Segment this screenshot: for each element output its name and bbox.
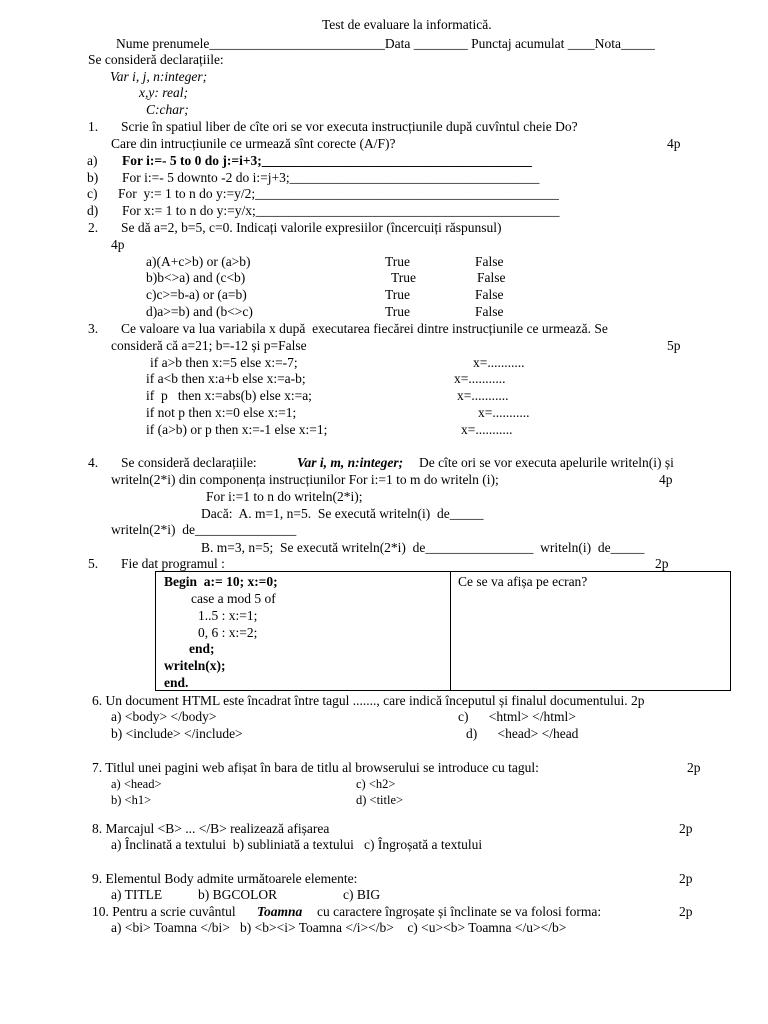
code-line-1: Begin a:= 10; x:=0; (164, 574, 278, 589)
page-title: Test de evaluare la informatică. (322, 17, 492, 32)
q8-options[interactable]: a) Înclinată a textului b) subliniată a textului c) Îngroșată a textului (111, 837, 483, 852)
q3-number: 3. (88, 321, 99, 336)
q2-points: 4p (111, 237, 125, 252)
q4-line6: B. m=3, n=5; Se execută writeln(2*i) de________________ writeln(i) de_____ (201, 540, 645, 555)
q7-option-d[interactable]: d) <title> (356, 793, 404, 807)
q4-line2: writeln(2*i) din componența instrucțiunilor For i:=1 to m do writeln (i); (111, 472, 499, 487)
q7-text: 7. Titlul unei pagini web afișat în bara de titlu al browserului se introduce cu tagul: (92, 760, 539, 775)
q2-true-c[interactable]: True (385, 287, 411, 302)
q2-false-b[interactable]: False (477, 270, 506, 285)
q5-number: 5. (88, 556, 99, 571)
declaration-var: Var i, j, n:integer; (110, 69, 208, 84)
q1-number: 1. (88, 119, 99, 134)
declaration-char: C:char; (146, 102, 189, 117)
q4-line5: writeln(2*i) de_______________ (111, 522, 297, 537)
q2-expr-b: b)b<>a) and (c<b) (146, 270, 246, 285)
code-line-4: 0, 6 : x:=2; (198, 625, 258, 640)
q3-item-1: if a>b then x:=5 else x:=-7; (150, 355, 298, 370)
q6-option-b[interactable]: b) <include> </include> (111, 726, 243, 741)
q7-option-a[interactable]: a) <head> (111, 777, 162, 791)
q2-expr-a: a)(A+c>b) or (a>b) (146, 254, 251, 269)
q3-item-4: if not p then x:=0 else x:=1; (146, 405, 297, 420)
q5-question: Ce se va afișa pe ecran? (458, 574, 588, 589)
q3-points: 5p (667, 338, 681, 353)
q1-item-b-label: b) (87, 170, 99, 185)
q8-points: 2p (679, 821, 693, 836)
q5-table-divider (450, 571, 451, 690)
q7-option-c[interactable]: c) <h2> (356, 777, 396, 791)
q9-option-b[interactable]: b) BGCOLOR (198, 887, 278, 902)
q1-points: 4p (667, 136, 681, 151)
q1-item-d-label: d) (87, 203, 99, 218)
q2-false-c[interactable]: False (475, 287, 504, 302)
q2-expr-c: c)c>=b-a) or (a=b) (146, 287, 247, 302)
q7-option-b[interactable]: b) <h1> (111, 793, 152, 807)
q3-item-5: if (a>b) or p then x:=-1 else x:=1; (146, 422, 328, 437)
q6-option-a[interactable]: a) <body> </body> (111, 709, 217, 724)
q10-text-a: 10. Pentru a scrie cuvântul (92, 904, 236, 919)
q2-true-b[interactable]: True (391, 270, 417, 285)
q10-word: Toamna (257, 904, 303, 919)
q4-line3: For i:=1 to n do writeln(2*i); (206, 489, 363, 504)
q9-text: 9. Elementul Body admite următoarele elemente: (92, 871, 358, 886)
q2-number: 2. (88, 220, 99, 235)
q5-text: Fie dat programul : (121, 556, 225, 571)
q1-item-d: For x:= 1 to n do y:=y/x;_____________________________________________ (122, 203, 560, 218)
q6-option-c[interactable]: c) <html> </html> (458, 709, 576, 724)
q3-answer-2[interactable]: x=........... (454, 371, 506, 386)
q4-declaration: Var i, m, n:integer; (297, 455, 404, 470)
q1-item-c-label: c) (87, 186, 98, 201)
q3-text2: consideră că a=21; b=-12 și p=False (111, 338, 307, 353)
q2-false-d[interactable]: False (475, 304, 504, 319)
q3-text: Ce valoare va lua variabila x după executarea fiecărei dintre instrucțiunile ce urmează. Se (121, 321, 608, 336)
q9-points: 2p (679, 871, 693, 886)
q6-text: 6. Un document HTML este încadrat între tagul ......., care indică începutul și finalul documentului. 2p (92, 693, 645, 708)
q1-item-a-label: a) (87, 153, 98, 168)
q1-text2: Care din intrucțiunile ce urmează sînt corecte (A/F)? (111, 136, 396, 151)
q1-item-c: For y:= 1 to n do y:=y/2;_____________________________________________ (118, 186, 559, 201)
q2-true-d[interactable]: True (385, 304, 411, 319)
q9-option-c[interactable]: c) BIG (343, 887, 381, 902)
q3-answer-5[interactable]: x=........... (461, 422, 513, 437)
name-line: Nume prenumele__________________________Data ________ Punctaj acumulat ____Nota_____ (116, 36, 655, 51)
q4-points: 4p (659, 472, 673, 487)
q9-option-a[interactable]: a) TITLE (111, 887, 163, 902)
q2-false-a[interactable]: False (475, 254, 504, 269)
q4-line4: Dacă: A. m=1, n=5. Se execută writeln(i) de_____ (201, 506, 484, 521)
q6-option-d[interactable]: d) <head> </head (466, 726, 579, 741)
q2-expr-d: d)a>=b) and (b<>c) (146, 304, 253, 319)
q4-text-b: De cîte ori se vor executa apelurile writeln(i) și (419, 455, 674, 470)
declaration-real: x,y: real; (139, 85, 188, 100)
q5-points: 2p (655, 556, 669, 571)
code-line-5: end; (189, 641, 215, 656)
q3-answer-1[interactable]: x=........... (473, 355, 525, 370)
q10-options[interactable]: a) <bi> Toamna </bi> b) <b><i> Toamna </i></b> c) <u><b> Toamna </u></b> (111, 920, 567, 935)
q1-text: Scrie în spatiul liber de cîte ori se vor executa instrucțiunile după cuvîntul cheie Do? (121, 119, 578, 134)
q8-text: 8. Marcajul <B> ... </B> realizează afișarea (92, 821, 330, 836)
q2-text: Se dă a=2, b=5, c=0. Indicați valorile expresiilor (încercuiți răspunsul) (121, 220, 502, 235)
q4-number: 4. (88, 455, 99, 470)
code-line-7: end. (164, 675, 189, 690)
q3-item-3: if p then x:=abs(b) else x:=a; (146, 388, 312, 403)
q10-points: 2p (679, 904, 693, 919)
q7-points: 2p (687, 760, 701, 775)
q1-item-a: For i:=- 5 to 0 do j:=i+3;________________________________________ (122, 153, 532, 168)
q3-answer-4[interactable]: x=........... (478, 405, 530, 420)
code-line-2: case a mod 5 of (191, 591, 276, 606)
q3-answer-3[interactable]: x=........... (457, 388, 509, 403)
code-line-6: writeln(x); (164, 658, 226, 673)
q4-text-a: Se consideră declarațiile: (121, 455, 257, 470)
code-line-3: 1..5 : x:=1; (198, 608, 258, 623)
q2-true-a[interactable]: True (385, 254, 411, 269)
declarations-intro: Se consideră declarațiile: (88, 52, 224, 67)
q10-text-b: cu caractere îngroșate și înclinate se va folosi forma: (317, 904, 602, 919)
q1-item-b: For i:=- 5 downto -2 do i:=j+3;_____________________________________ (122, 170, 540, 185)
q3-item-2: if a<b then x:a+b else x:=a-b; (146, 371, 306, 386)
